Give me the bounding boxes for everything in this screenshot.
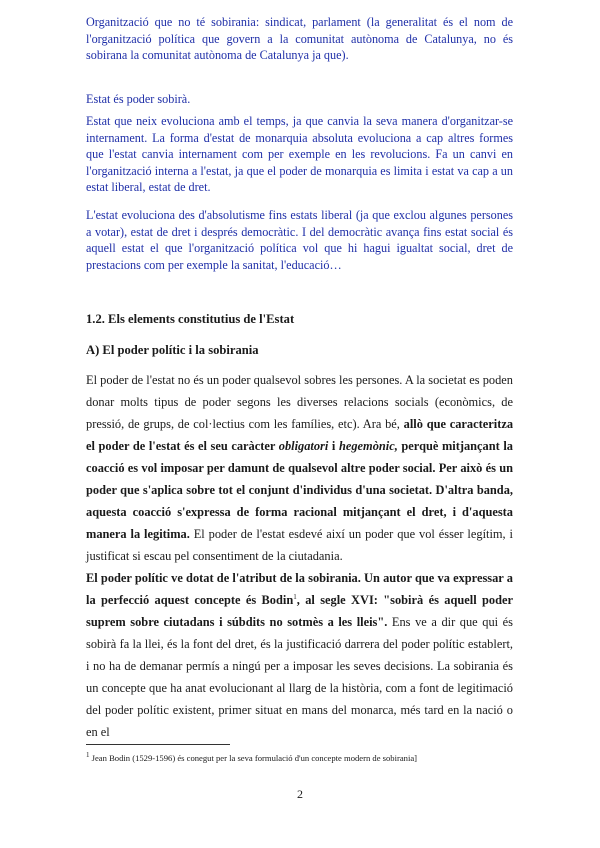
- paragraph-text: [86, 369, 513, 567]
- italic-term: hegemònic,: [338, 439, 398, 453]
- paragraph-text: Estat que neix evoluciona amb el temps, ja que canvia la seva manera d'organitzar-se internament. La forma d'estat de monarquia absoluta evoluciona a cap altres formes que l'estat canvia internament com per exemple en les revolucions. Fa un canvi en l'organització interna a l'estat, ja que el poder de monarquia es limita i estat va cap a un estat liberal, estat de dret.: [86, 114, 513, 194]
- subsection-title: [86, 342, 513, 358]
- bold-run: El poder polític ve dotat de l'atribut de la sobirania. Un autor que va expressar a la perfecció aquest concepte és Bodin: [86, 571, 513, 607]
- section-title: [86, 311, 513, 327]
- paragraph-text: Organització que no té sobirania: sindicat, parlament (la generalitat és el nom de l'organització política que govern a la comunitat autònoma de Catalunya, no és sobirana la comunitat autònoma de Catalunya ja que).: [86, 15, 513, 62]
- text-run: Ens ve a dir que qui és sobirà fa la llei, és la font del dret, és la justificació darrera del poder polític establert, i no ha de demanar permís a ningú per a imposar les seves decisions. La sobirania és un concepte que ha anat evolucionant al llarg de la història, com a font de legitimació del poder polític existent, primer situat en mans del monarca, més tard en la nació o en el: [86, 615, 513, 739]
- paragraph-state-evolution: [86, 113, 513, 196]
- bold-run: i: [328, 439, 339, 453]
- paragraph-text: L'estat evoluciona des d'absolutisme fins estats liberal (ja que exclou algunes persones a votar), estat de dret i després democràtic. I del democràtic avança fins estat social és aquell estat el que l'organització política vol que hi hagui igualtat social, dret de prestacions com per exemple la sanitat, l'educació…: [86, 208, 513, 272]
- footnote-ref[interactable]: 1: [293, 592, 297, 601]
- bold-run: , al segle XVI: "sobirà és aquell poder suprem sobre ciutadans i súbdits no sotmès a les lleis".: [86, 593, 513, 629]
- paragraph-sovereignty-note: [86, 14, 513, 64]
- bold-run: allò que caracteritza el poder de l'estat és el seu caràcter: [86, 417, 514, 453]
- footnote-text: Jean Bodin (1529-1596) és conegut per la seva formulació d'un concepte modern de sobirania]: [89, 753, 418, 763]
- footnote-divider: [86, 744, 230, 745]
- section-heading: 1.2. Els elements constitutius de l'Estat: [86, 312, 295, 326]
- paragraph-absolutism-democracy: [86, 207, 513, 273]
- footnote: [86, 753, 513, 764]
- bold-run: perquè mitjançant la coacció es vol imposar per damunt de qualsevol altre poder social. Per això és un poder que s'aplica sobre tot el conjunt d'individus d'una societat. D'altra banda, aquesta coacció s'expressa de forma racional mitjançant el dret, i d'aquesta manera la legitima.: [86, 439, 514, 541]
- paragraph-text: [86, 567, 513, 743]
- text-run: El poder de l'estat esdevé així un poder que vol ésser legítim, i justificat si escau pel consentiment de la ciutadania.: [86, 527, 513, 563]
- footnote-number: 1: [86, 751, 90, 760]
- text-run: El poder de l'estat no és un poder qualsevol sobres les persones. A la societat es poden donar molts tipus de poder segons les diverses relacions socials (econòmics, de pressió, de grups, de col·lectius com les famílies, etc). Ara bé,: [86, 373, 513, 431]
- page-number: 2: [297, 787, 303, 801]
- paragraph-text: Estat és poder sobirà.: [86, 92, 191, 106]
- subsection-heading: A) El poder polític i la sobirania: [86, 343, 259, 357]
- paragraph-sovereignty: [86, 567, 513, 743]
- italic-term: obligatori: [278, 439, 329, 453]
- paragraph-state-power: [86, 369, 513, 567]
- paragraph-state-sovereign: [86, 91, 513, 108]
